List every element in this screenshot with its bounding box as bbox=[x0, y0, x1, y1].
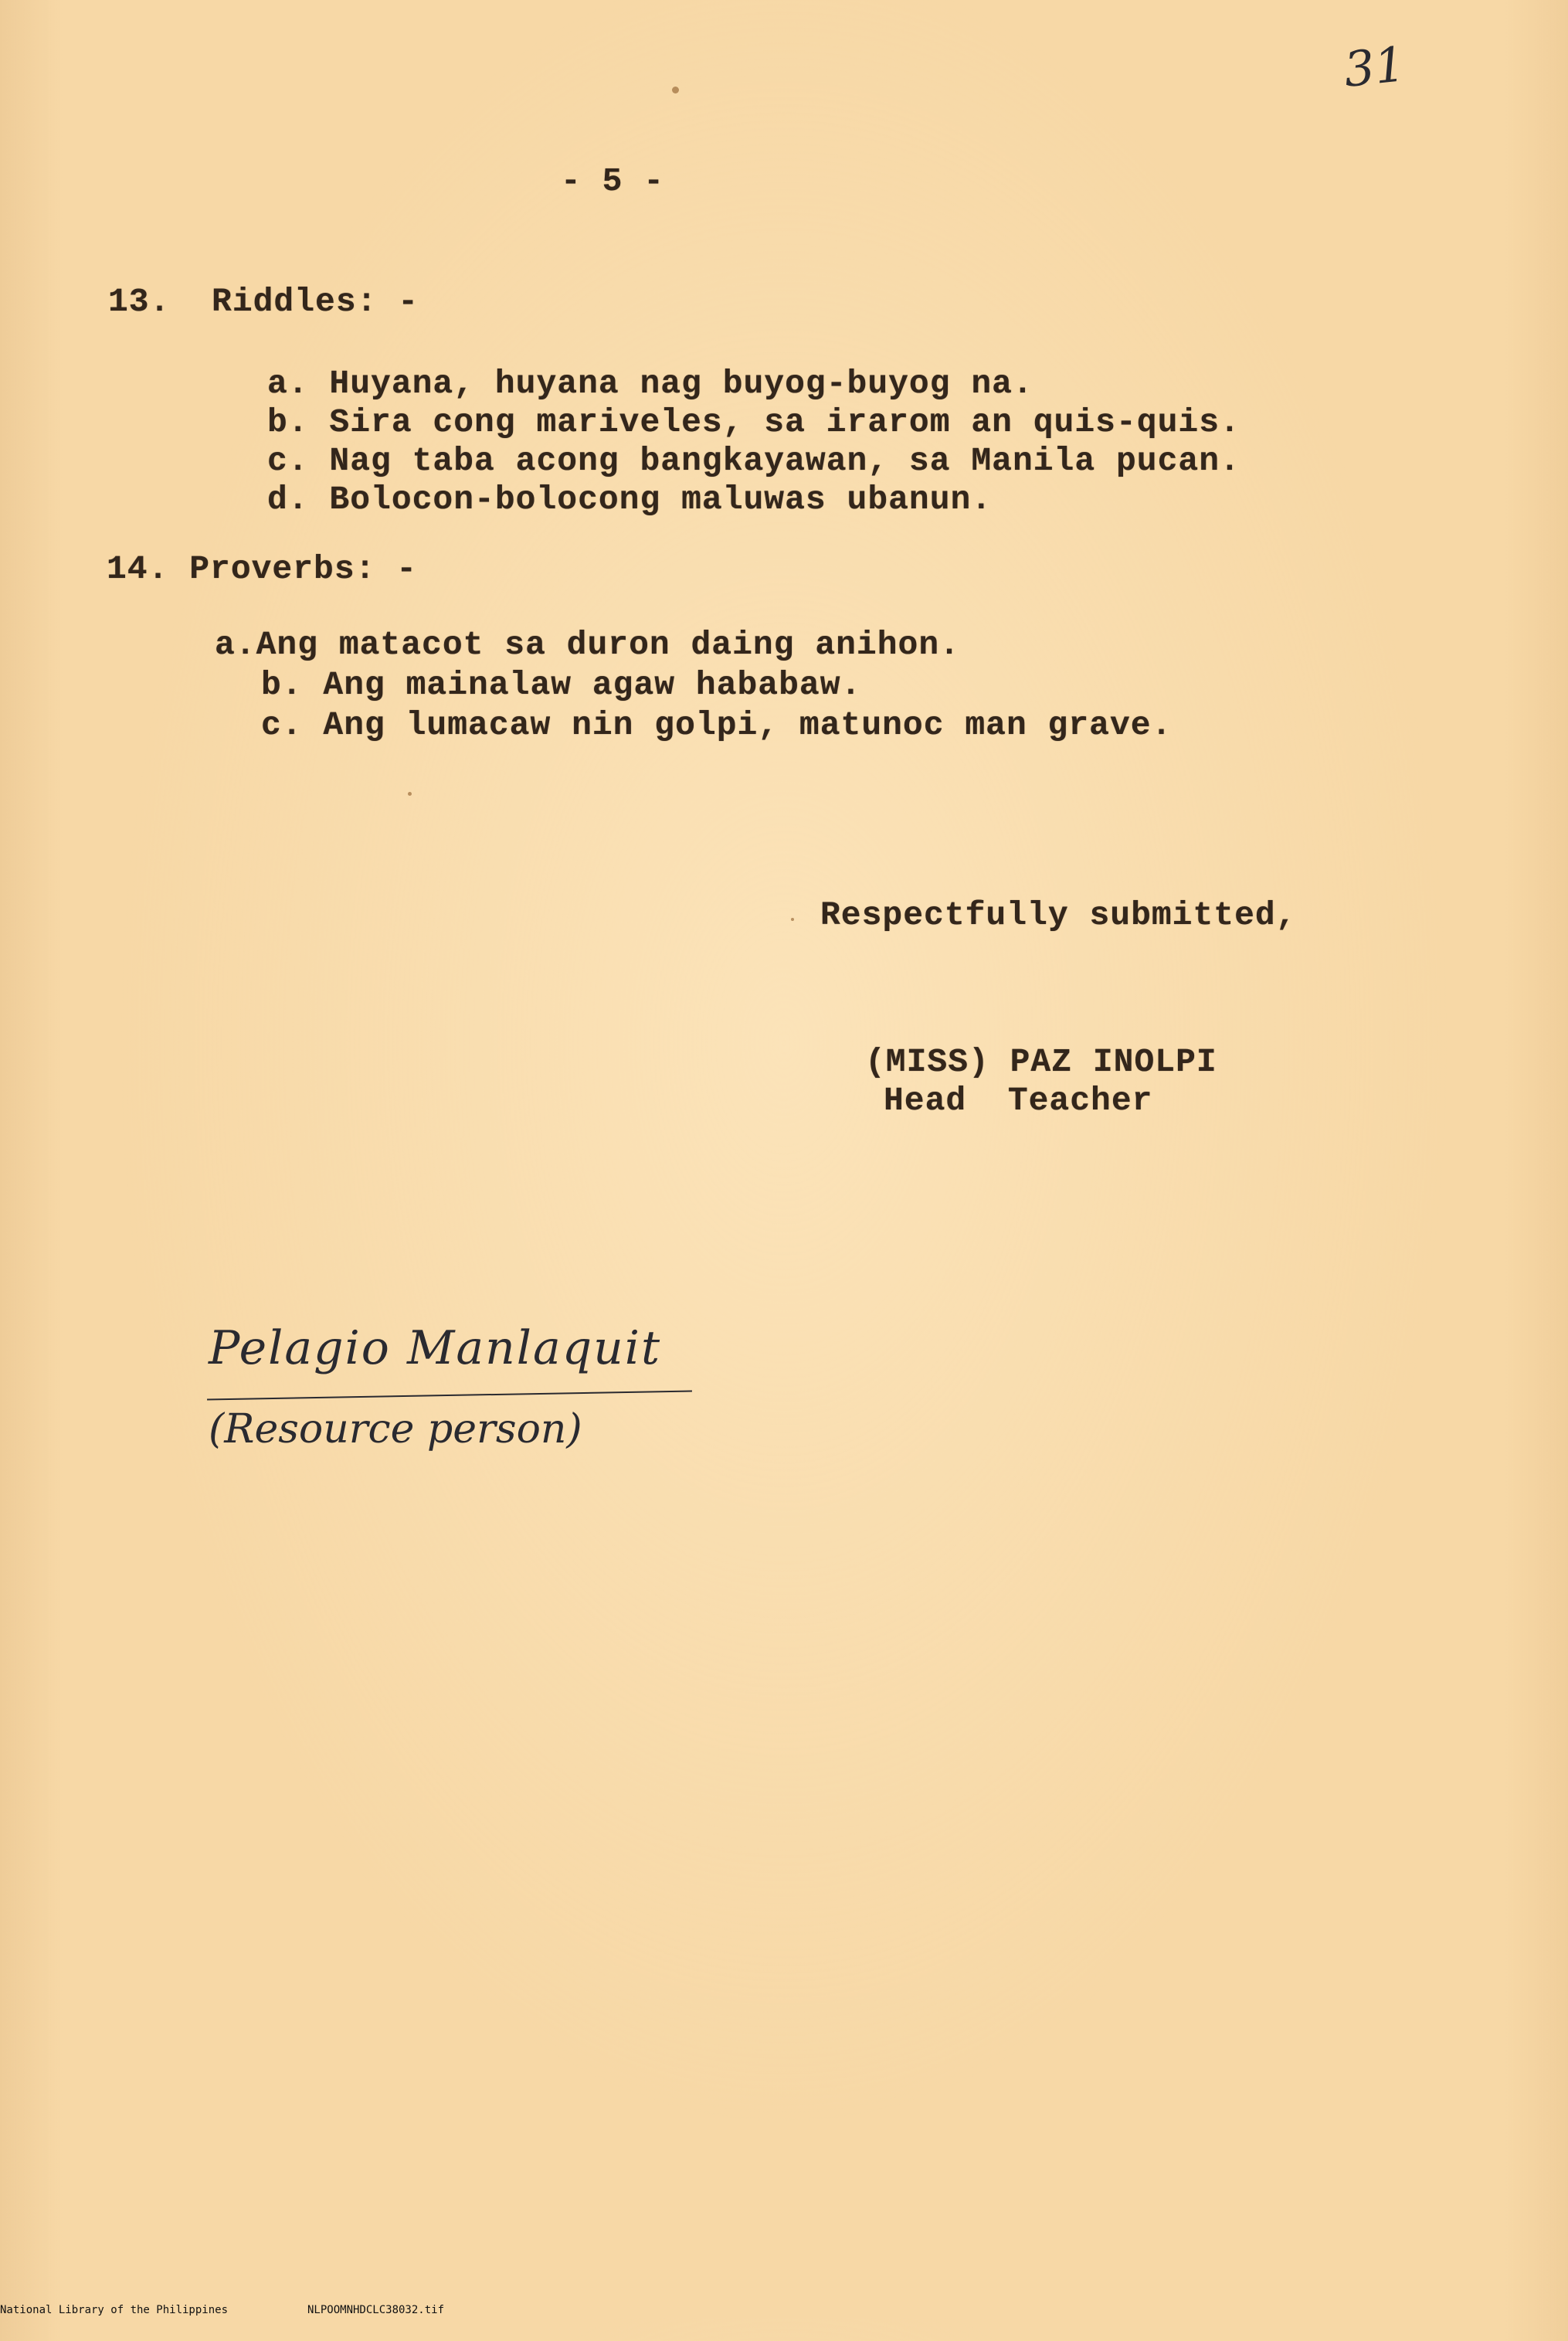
signatory-name: (MISS) PAZ INOLPI bbox=[865, 1043, 1217, 1081]
paper-speck bbox=[408, 792, 412, 796]
closing-text: Respectfully submitted, bbox=[820, 896, 1297, 934]
footer-filename: NLPOOMNHDCLC38032.tif bbox=[307, 2304, 445, 2316]
page-marker: - 5 - bbox=[561, 162, 665, 200]
scan-footer bbox=[0, 2304, 1568, 2341]
proverbs-heading: 14. Proverbs: - bbox=[107, 550, 418, 588]
riddle-item: a. Huyana, huyana nag buyog-buyog na. bbox=[267, 365, 1033, 403]
proverb-item: a.Ang matacot sa duron daing anihon. bbox=[215, 626, 960, 664]
riddle-item: d. Bolocon-bolocong maluwas ubanun. bbox=[267, 481, 993, 518]
riddle-item: b. Sira cong mariveles, sa irarom an quis-quis. bbox=[267, 403, 1240, 441]
paper-speck bbox=[672, 87, 679, 93]
riddle-item: c. Nag taba acong bangkayawan, sa Manila pucan. bbox=[267, 442, 1240, 480]
riddles-heading: 13. Riddles: - bbox=[108, 283, 419, 321]
paper-speck bbox=[791, 918, 794, 921]
signature-underline bbox=[207, 1391, 692, 1401]
proverb-item: c. Ang lumacaw nin golpi, matunoc man grave. bbox=[261, 706, 1173, 744]
footer-library: National Library of the Philippines bbox=[0, 2304, 229, 2316]
proverb-item: b. Ang mainalaw agaw hababaw. bbox=[261, 666, 862, 704]
handwritten-page-number: 31 bbox=[1341, 36, 1408, 98]
signatory-title: Head Teacher bbox=[884, 1082, 1153, 1120]
handwritten-signature: Pelagio Manlaquit bbox=[209, 1321, 662, 1375]
handwritten-role: (Resource person) bbox=[209, 1406, 582, 1453]
